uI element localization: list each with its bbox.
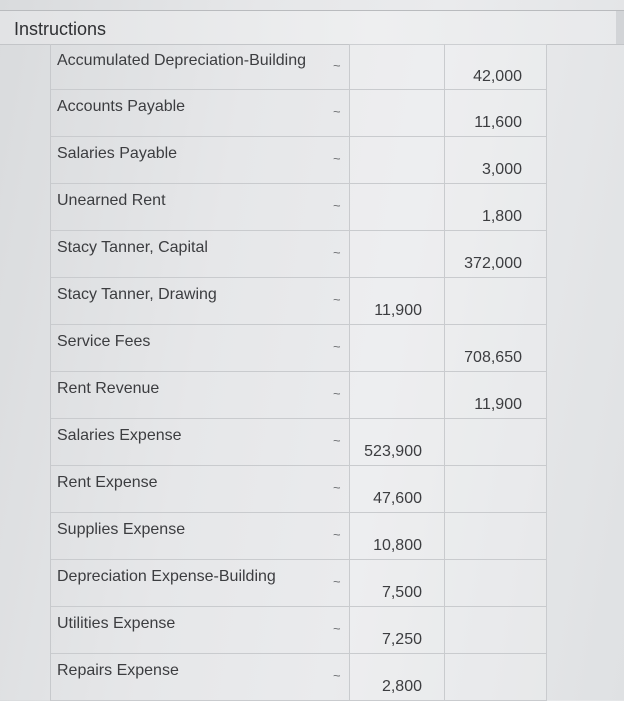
credit-amount: 1,800 (481, 208, 522, 225)
debit-input[interactable] (349, 278, 445, 324)
debit-amount: 7,500 (381, 584, 422, 601)
dropdown-indicator-icon[interactable]: ~ (333, 245, 341, 260)
account-name: Unearned Rent (57, 192, 166, 209)
table-row (51, 560, 547, 607)
table-row (51, 278, 547, 325)
trial-balance-table (50, 44, 547, 701)
debit-input[interactable] (349, 325, 445, 371)
credit-amount: 372,000 (464, 255, 522, 272)
account-cell (51, 466, 327, 512)
account-name: Depreciation Expense-Building (57, 568, 276, 585)
account-select[interactable] (327, 372, 349, 418)
header-edge (616, 11, 624, 44)
account-cell (51, 419, 327, 465)
credit-input[interactable] (445, 231, 547, 277)
credit-amount: 42,000 (473, 68, 522, 85)
dropdown-indicator-icon[interactable]: ~ (333, 104, 341, 119)
account-cell (51, 513, 327, 559)
account-name: Accounts Payable (57, 98, 186, 115)
account-name: Supplies Expense (57, 521, 186, 538)
account-name: Rent Expense (57, 474, 158, 491)
debit-input[interactable] (349, 513, 445, 559)
dropdown-indicator-icon[interactable]: ~ (333, 151, 341, 166)
dropdown-indicator-icon[interactable]: ~ (333, 386, 341, 401)
debit-input[interactable] (349, 231, 445, 277)
table-row (51, 372, 547, 419)
table-row (51, 184, 547, 231)
table-row (51, 513, 547, 560)
account-select[interactable] (327, 607, 349, 653)
account-cell (51, 90, 327, 136)
debit-input[interactable] (349, 184, 445, 230)
account-name: Salaries Expense (57, 427, 182, 444)
account-name: Stacy Tanner, Capital (57, 239, 208, 256)
account-name: Utilities Expense (57, 615, 176, 632)
account-name: Stacy Tanner, Drawing (57, 286, 217, 303)
credit-input[interactable] (445, 184, 547, 230)
account-select[interactable] (327, 90, 349, 136)
account-cell (51, 137, 327, 183)
debit-amount: 2,800 (381, 678, 422, 695)
credit-input[interactable] (445, 325, 547, 371)
credit-amount: 11,600 (474, 114, 522, 131)
debit-amount: 11,900 (374, 302, 422, 319)
credit-input[interactable] (445, 90, 547, 136)
debit-input[interactable] (349, 90, 445, 136)
credit-input[interactable] (445, 419, 547, 465)
table-row (51, 607, 547, 654)
account-name: Salaries Payable (57, 145, 178, 162)
instructions-title[interactable]: Instructions (14, 19, 107, 39)
table-row (51, 137, 547, 184)
credit-input[interactable] (445, 654, 547, 700)
table-row (51, 90, 547, 137)
dropdown-indicator-icon[interactable]: ~ (333, 668, 341, 683)
debit-input[interactable] (349, 654, 445, 700)
credit-input[interactable] (445, 560, 547, 606)
account-cell (51, 184, 327, 230)
dropdown-indicator-icon[interactable]: ~ (333, 198, 341, 213)
credit-input[interactable] (445, 466, 547, 512)
credit-amount: 11,900 (474, 396, 522, 413)
credit-input[interactable] (445, 372, 547, 418)
account-select[interactable] (327, 184, 349, 230)
dropdown-indicator-icon[interactable]: ~ (333, 621, 341, 636)
account-select[interactable] (327, 560, 349, 606)
debit-input[interactable] (349, 607, 445, 653)
dropdown-indicator-icon[interactable]: ~ (333, 527, 341, 542)
account-cell (51, 560, 327, 606)
account-select[interactable] (327, 466, 349, 512)
account-cell (51, 278, 327, 324)
debit-amount: 523,900 (364, 443, 422, 460)
dropdown-indicator-icon[interactable]: ~ (333, 58, 341, 73)
debit-amount: 10,800 (373, 537, 422, 554)
account-select[interactable] (327, 654, 349, 700)
account-select[interactable] (327, 325, 349, 371)
account-select[interactable] (327, 513, 349, 559)
account-select[interactable] (327, 278, 349, 324)
debit-input[interactable] (349, 137, 445, 183)
table-row (51, 654, 547, 701)
credit-amount: 3,000 (481, 161, 522, 178)
dropdown-indicator-icon[interactable]: ~ (333, 574, 341, 589)
credit-input[interactable] (445, 607, 547, 653)
account-cell (51, 372, 327, 418)
debit-input[interactable] (349, 560, 445, 606)
dropdown-indicator-icon[interactable]: ~ (333, 292, 341, 307)
account-select[interactable] (327, 419, 349, 465)
account-cell (51, 607, 327, 653)
table-row (51, 325, 547, 372)
instructions-header (0, 11, 624, 45)
debit-input[interactable] (349, 466, 445, 512)
credit-input[interactable] (445, 513, 547, 559)
account-cell (51, 325, 327, 371)
dropdown-indicator-icon[interactable]: ~ (333, 433, 341, 448)
account-name: Accumulated Depreciation-Building (57, 52, 307, 69)
debit-amount: 47,600 (373, 490, 422, 507)
account-select[interactable] (327, 231, 349, 277)
debit-input[interactable] (349, 372, 445, 418)
credit-amount: 708,650 (464, 349, 522, 366)
table-row (51, 44, 547, 90)
credit-input[interactable] (445, 44, 547, 89)
debit-amount: 7,250 (381, 631, 422, 648)
credit-input[interactable] (445, 137, 547, 183)
account-select[interactable] (327, 44, 349, 89)
debit-input[interactable] (349, 419, 445, 465)
account-select[interactable] (327, 137, 349, 183)
table-row (51, 231, 547, 278)
dropdown-indicator-icon[interactable]: ~ (333, 480, 341, 495)
account-name: Rent Revenue (57, 380, 160, 397)
account-cell (51, 654, 327, 700)
credit-input[interactable] (445, 278, 547, 324)
debit-input[interactable] (349, 44, 445, 89)
table-row (51, 419, 547, 466)
table-row (51, 466, 547, 513)
account-cell (51, 44, 327, 89)
account-name: Repairs Expense (57, 662, 179, 679)
account-name: Service Fees (57, 333, 151, 350)
account-cell (51, 231, 327, 277)
dropdown-indicator-icon[interactable]: ~ (333, 339, 341, 354)
